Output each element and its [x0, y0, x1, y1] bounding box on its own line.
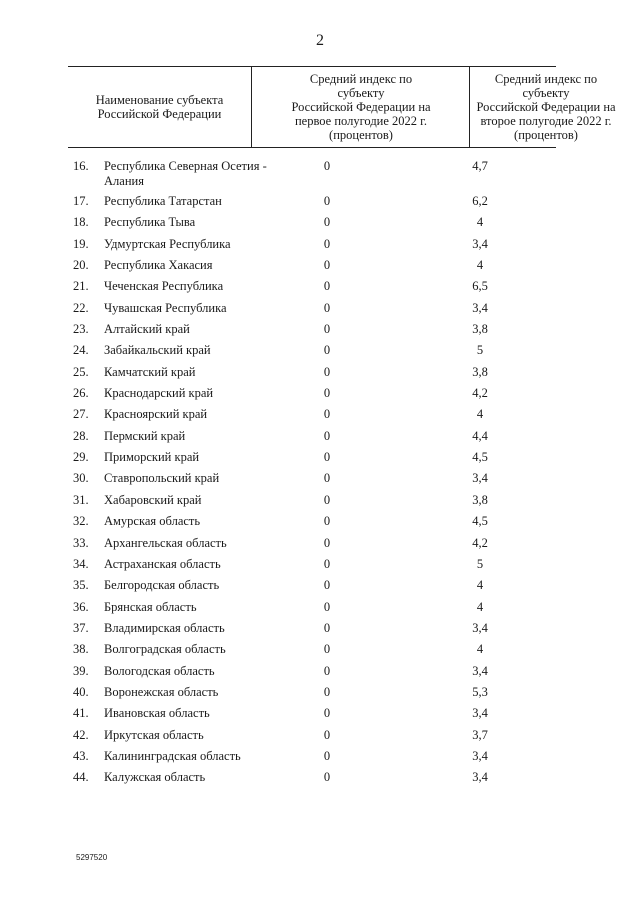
header-line: субъекту	[337, 86, 385, 100]
row-number: 39.	[73, 663, 89, 678]
row-number: 34.	[73, 556, 89, 571]
table-row	[0, 322, 640, 343]
row-second-half-index: 5,3	[472, 684, 488, 699]
table-row	[0, 471, 640, 492]
row-number: 25.	[73, 364, 89, 379]
row-first-half-index: 0	[323, 620, 331, 635]
table-row	[0, 728, 640, 749]
table-row	[0, 749, 640, 770]
row-second-half-index: 4,2	[472, 386, 488, 401]
row-second-half-index: 3,4	[472, 748, 488, 763]
row-first-half-index: 0	[323, 428, 331, 443]
row-first-half-index: 0	[323, 279, 331, 294]
row-first-half-index: 0	[323, 535, 331, 550]
row-second-half-index: 4	[476, 215, 484, 230]
row-second-half-index: 3,4	[472, 663, 488, 678]
row-subject-name: Красноярский край	[104, 407, 208, 422]
table-row	[0, 343, 640, 364]
row-second-half-index: 4	[476, 578, 484, 593]
table-row	[0, 600, 640, 621]
row-first-half-index: 0	[323, 407, 331, 422]
header-line: (процентов)	[329, 128, 393, 142]
row-second-half-index: 6,2	[472, 194, 488, 208]
document-code: 5297520	[76, 853, 108, 862]
row-subject-name: Республика Татарстан	[104, 194, 222, 208]
row-number: 40.	[73, 684, 89, 699]
row-second-half-index: 3,4	[472, 471, 488, 486]
header-line: Российской Федерации на	[476, 100, 616, 114]
row-second-half-index: 3,4	[472, 620, 488, 635]
row-second-half-index: 4	[476, 258, 484, 273]
row-first-half-index: 0	[323, 343, 331, 358]
table-row	[0, 407, 640, 428]
row-first-half-index: 0	[323, 258, 331, 273]
row-first-half-index: 0	[323, 194, 331, 208]
row-number: 38.	[73, 642, 89, 657]
row-subject-name: Воронежская область	[104, 684, 219, 699]
row-subject-name: Республика Хакасия	[104, 258, 213, 273]
row-number: 17.	[73, 194, 89, 208]
row-second-half-index: 4,7	[472, 159, 488, 173]
row-first-half-index: 0	[323, 514, 331, 529]
row-number: 16.	[73, 159, 89, 173]
row-second-half-index: 3,4	[472, 770, 488, 785]
row-subject-name: Волгоградская область	[104, 642, 226, 657]
row-first-half-index: 0	[323, 556, 331, 571]
row-number: 32.	[73, 514, 89, 529]
row-number: 26.	[73, 386, 89, 401]
row-subject-name: Алтайский край	[104, 322, 190, 337]
table-row	[0, 301, 640, 322]
header-line: (процентов)	[514, 128, 578, 142]
row-subject-name: Иркутская область	[104, 727, 204, 742]
row-first-half-index: 0	[323, 159, 331, 173]
row-number: 28.	[73, 428, 89, 443]
row-first-half-index: 0	[323, 322, 331, 337]
header-col-first-half	[251, 67, 470, 147]
row-first-half-index: 0	[323, 492, 331, 507]
row-first-half-index: 0	[323, 727, 331, 742]
table-row	[0, 621, 640, 642]
row-number: 41.	[73, 706, 89, 721]
header-col-subject-name	[68, 67, 251, 147]
row-subject-name: Архангельская область	[104, 535, 227, 550]
row-subject-name: Амурская область	[104, 514, 201, 529]
row-second-half-index: 4,4	[472, 428, 488, 443]
header-line: Российской Федерации на	[291, 100, 431, 114]
row-number: 43.	[73, 748, 89, 763]
row-subject-name: Брянская область	[104, 599, 197, 614]
row-first-half-index: 0	[323, 300, 331, 315]
row-first-half-index: 0	[323, 471, 331, 486]
row-first-half-index: 0	[323, 599, 331, 614]
header-line: первое полугодие 2022 г.	[294, 114, 428, 128]
row-first-half-index: 0	[323, 706, 331, 721]
table-row	[0, 770, 640, 791]
table-row	[0, 237, 640, 258]
row-subject-name: Астраханская область	[104, 556, 221, 571]
header-line: второе полугодие 2022 г.	[480, 114, 612, 128]
row-number: 36.	[73, 599, 89, 614]
table-body	[0, 159, 640, 792]
row-first-half-index: 0	[323, 215, 331, 230]
table-row	[0, 578, 640, 599]
row-subject-name: Хабаровский край	[104, 492, 202, 507]
table-row	[0, 450, 640, 471]
row-second-half-index: 5	[476, 343, 484, 358]
table-row	[0, 258, 640, 279]
row-number: 23.	[73, 322, 89, 337]
row-number: 18.	[73, 215, 89, 230]
row-subject-name: Республика Тыва	[104, 215, 196, 230]
row-subject-name: Ивановская область	[104, 706, 210, 721]
row-second-half-index: 3,4	[472, 300, 488, 315]
row-number: 20.	[73, 258, 89, 273]
header-line: Российской Федерации	[97, 107, 222, 121]
table-row	[0, 557, 640, 578]
row-subject-name: Ставропольский край	[104, 471, 220, 486]
row-subject-name: Забайкальский край	[104, 343, 211, 358]
table-row	[0, 386, 640, 407]
table-row	[0, 493, 640, 514]
table-row	[0, 706, 640, 727]
header-line: Средний индекс по	[309, 72, 413, 86]
row-number: 33.	[73, 535, 89, 550]
table-row	[0, 536, 640, 557]
table-row	[0, 159, 640, 194]
row-number: 22.	[73, 300, 89, 315]
row-number: 37.	[73, 620, 89, 635]
row-subject-name: Республика Северная Осетия - Алания	[104, 159, 267, 188]
row-subject-name: Вологодская область	[104, 663, 215, 678]
header-line: Наименование субъекта	[95, 93, 224, 107]
header-line: субъекту	[522, 86, 570, 100]
table-row	[0, 642, 640, 663]
row-number: 29.	[73, 450, 89, 465]
row-first-half-index: 0	[323, 642, 331, 657]
row-subject-name: Приморский край	[104, 450, 200, 465]
row-first-half-index: 0	[323, 663, 331, 678]
row-second-half-index: 4,5	[472, 450, 488, 465]
row-second-half-index: 6,5	[472, 279, 488, 294]
row-second-half-index: 5	[476, 556, 484, 571]
table-row	[0, 215, 640, 236]
row-subject-name: Удмуртская Республика	[104, 236, 231, 251]
row-number: 31.	[73, 492, 89, 507]
row-number: 21.	[73, 279, 89, 294]
row-number: 42.	[73, 727, 89, 742]
row-first-half-index: 0	[323, 748, 331, 763]
row-number: 35.	[73, 578, 89, 593]
row-subject-name: Калининградская область	[104, 748, 241, 763]
page-number: 2	[316, 32, 324, 49]
row-second-half-index: 4	[476, 642, 484, 657]
row-number: 44.	[73, 770, 89, 785]
row-second-half-index: 4	[476, 407, 484, 422]
row-first-half-index: 0	[323, 364, 331, 379]
row-subject-name: Чеченская Республика	[104, 279, 224, 294]
row-subject-name: Пермский край	[104, 428, 186, 443]
row-subject-name: Белгородская область	[104, 578, 220, 593]
row-subject-name: Калужская область	[104, 770, 206, 785]
row-second-half-index: 4,2	[472, 535, 488, 550]
row-second-half-index: 3,7	[472, 727, 488, 742]
table-header	[68, 67, 616, 148]
row-first-half-index: 0	[323, 770, 331, 785]
row-second-half-index: 3,4	[472, 706, 488, 721]
table-row	[0, 514, 640, 535]
row-first-half-index: 0	[323, 450, 331, 465]
row-second-half-index: 3,8	[472, 492, 488, 507]
row-second-half-index: 4,5	[472, 514, 488, 529]
table-row	[0, 664, 640, 685]
row-first-half-index: 0	[323, 236, 331, 251]
row-subject-name: Чувашская Республика	[104, 300, 227, 315]
header-line: Средний индекс по	[494, 72, 598, 86]
row-number: 19.	[73, 236, 89, 251]
row-first-half-index: 0	[323, 386, 331, 401]
row-second-half-index: 4	[476, 599, 484, 614]
table-row	[0, 279, 640, 300]
header-col-second-half	[469, 67, 622, 147]
row-first-half-index: 0	[323, 578, 331, 593]
row-number: 30.	[73, 471, 89, 486]
table-row	[0, 365, 640, 386]
row-number: 24.	[73, 343, 89, 358]
row-second-half-index: 3,4	[472, 236, 488, 251]
table-row	[0, 685, 640, 706]
row-subject-name: Камчатский край	[104, 364, 196, 379]
table-row	[0, 429, 640, 450]
row-number: 27.	[73, 407, 89, 422]
row-subject-name: Владимирская область	[104, 620, 225, 635]
table-row	[0, 194, 640, 215]
row-first-half-index: 0	[323, 684, 331, 699]
row-second-half-index: 3,8	[472, 364, 488, 379]
row-second-half-index: 3,8	[472, 322, 488, 337]
row-subject-name: Краснодарский край	[104, 386, 214, 401]
